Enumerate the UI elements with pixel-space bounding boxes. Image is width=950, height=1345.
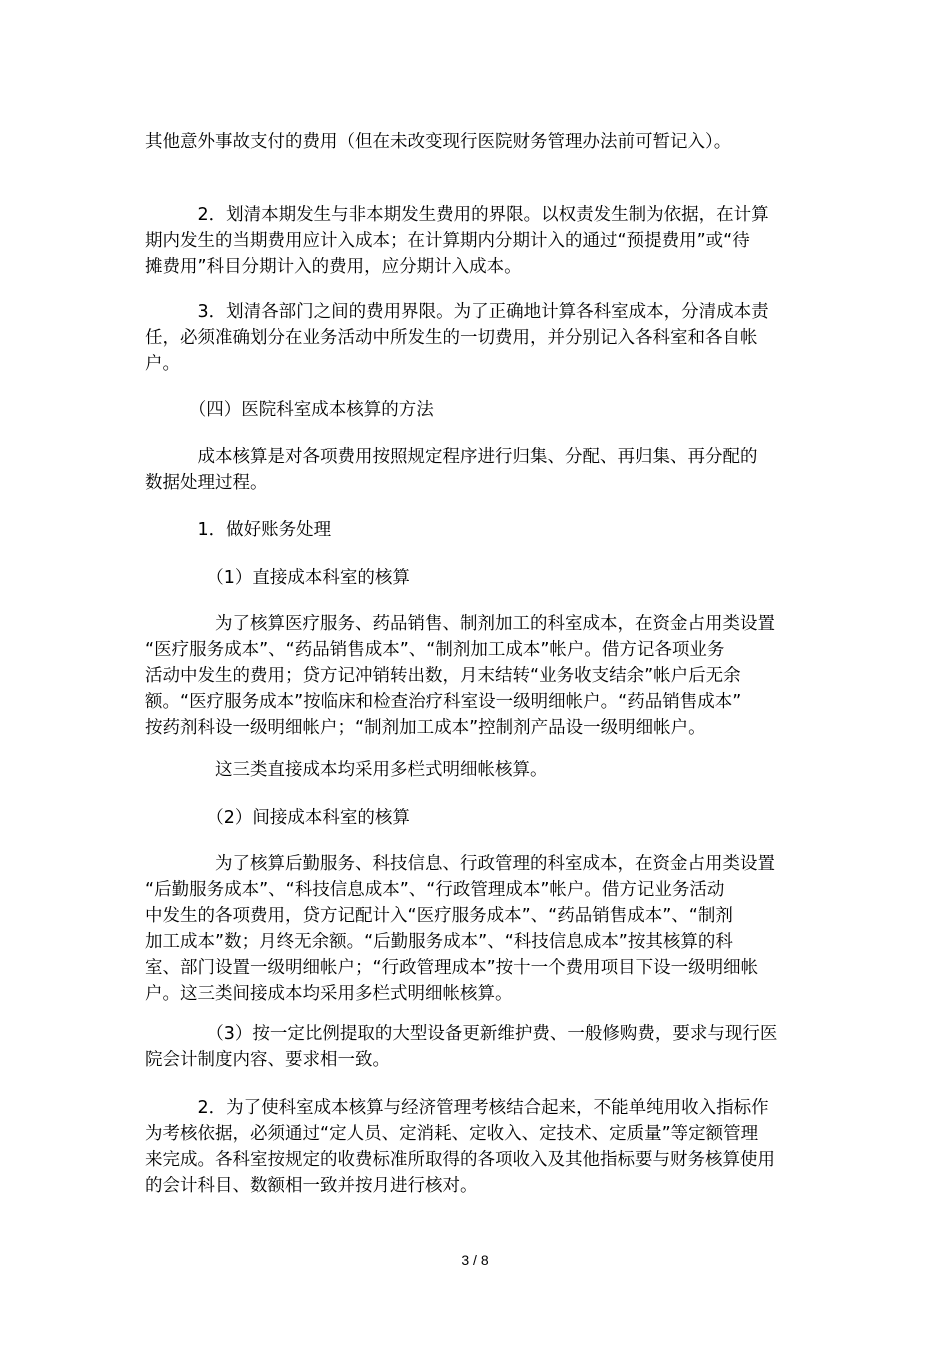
text-line: （3）按一定比例提取的大型设备更新维护费、一般修购费，要求与现行医 (145, 1024, 778, 1044)
text-line: 室、部门设置一级明细帐户；“行政管理成本”按十一个费用项目下设一级明细帐 (145, 958, 759, 978)
text-line: 中发生的各项费用，贷方记配计入“医疗服务成本”、“药品销售成本”、“制剂 (145, 906, 733, 926)
text-line: “后勤服务成本”、“科技信息成本”、“行政管理成本”帐户。借方记业务活动 (145, 880, 725, 900)
text-line: 户。这三类间接成本均采用多栏式明细帐核算。 (145, 984, 513, 1004)
paragraph-7 (145, 611, 805, 741)
paragraph-10 (145, 851, 805, 1007)
paragraph-11 (145, 1021, 805, 1073)
text-line: （1）直接成本科室的核算 (145, 568, 410, 588)
paragraph-8 (145, 757, 805, 783)
text-line: 为了核算后勤服务、科技信息、行政管理的科室成本，在资金占用类设置 (145, 854, 775, 874)
text-line: 2．为了使科室成本核算与经济管理考核结合起来，不能单纯用收入指标作 (145, 1098, 769, 1118)
text-line: 的会计科目、数额相一致并按月进行核对。 (145, 1176, 478, 1196)
paragraph-12 (145, 1095, 805, 1199)
text-line: 成本核算是对各项费用按照规定程序进行归集、分配、再归集、再分配的 (145, 447, 758, 467)
section-heading (145, 397, 805, 423)
text-line: 户。 (145, 354, 180, 374)
text-line: 3．划清各部门之间的费用界限。为了正确地计算各科室成本，分清成本责 (145, 302, 769, 322)
text-line: 摊费用”科目分期计入的费用，应分期计入成本。 (145, 257, 522, 277)
page-number: 3 / 8 (461, 1252, 489, 1268)
text-line: 加工成本”数；月终无余额。“后勤服务成本”、“科技信息成本”按其核算的科 (145, 932, 733, 952)
text-line: 这三类直接成本均采用多栏式明细帐核算。 (145, 760, 548, 780)
subheading-1-1 (145, 565, 805, 591)
text-line: 期内发生的当期费用应计入成本；在计算期内分期计入的通过“预提费用”或“待 (145, 231, 750, 251)
paragraph-1 (145, 202, 805, 280)
text-line: 额。“医疗服务成本”按临床和检查治疗科室设一级明细帐户。“药品销售成本” (145, 692, 742, 712)
subheading-1-2 (145, 805, 805, 831)
text-line: 1．做好账务处理 (145, 520, 332, 540)
text-line: 任，必须准确划分在业务活动中所发生的一切费用，并分别记入各科室和各自帐 (145, 328, 758, 348)
text-line: “医疗服务成本”、“药品销售成本”、“制剂加工成本”帐户。借方记各项业务 (145, 640, 725, 660)
text-line: 活动中发生的费用；贷方记冲销转出数，月末结转“业务收支结余”帐户后无余 (145, 666, 741, 686)
text-line: 为了核算医疗服务、药品销售、制剂加工的科室成本，在资金占用类设置 (145, 614, 775, 634)
paragraph-2 (145, 299, 805, 377)
text-line: 数据处理过程。 (145, 473, 268, 493)
paragraph-0 (145, 129, 805, 155)
text-line: 其他意外事故支付的费用（但在未改变现行医院财务管理办法前可暂记入）。 (145, 132, 732, 152)
text-line: 来完成。各科室按规定的收费标准所取得的各项收入及其他指标要与财务核算使用 (145, 1150, 775, 1170)
text-line: 按药剂科设一级明细帐户；“制剂加工成本”控制剂产品设一级明细帐户。 (145, 718, 706, 738)
paragraph-4 (145, 444, 805, 496)
text-line: 2．划清本期发生与非本期发生费用的界限。以权责发生制为依据，在计算 (145, 205, 769, 225)
text-line: （2）间接成本科室的核算 (145, 808, 410, 828)
text-line: 院会计制度内容、要求相一致。 (145, 1050, 390, 1070)
subheading-1 (145, 517, 805, 543)
text-line: （四）医院科室成本核算的方法 (145, 400, 434, 420)
text-line: 为考核依据，必须通过“定人员、定消耗、定收入、定技术、定质量”等定额管理 (145, 1124, 759, 1144)
